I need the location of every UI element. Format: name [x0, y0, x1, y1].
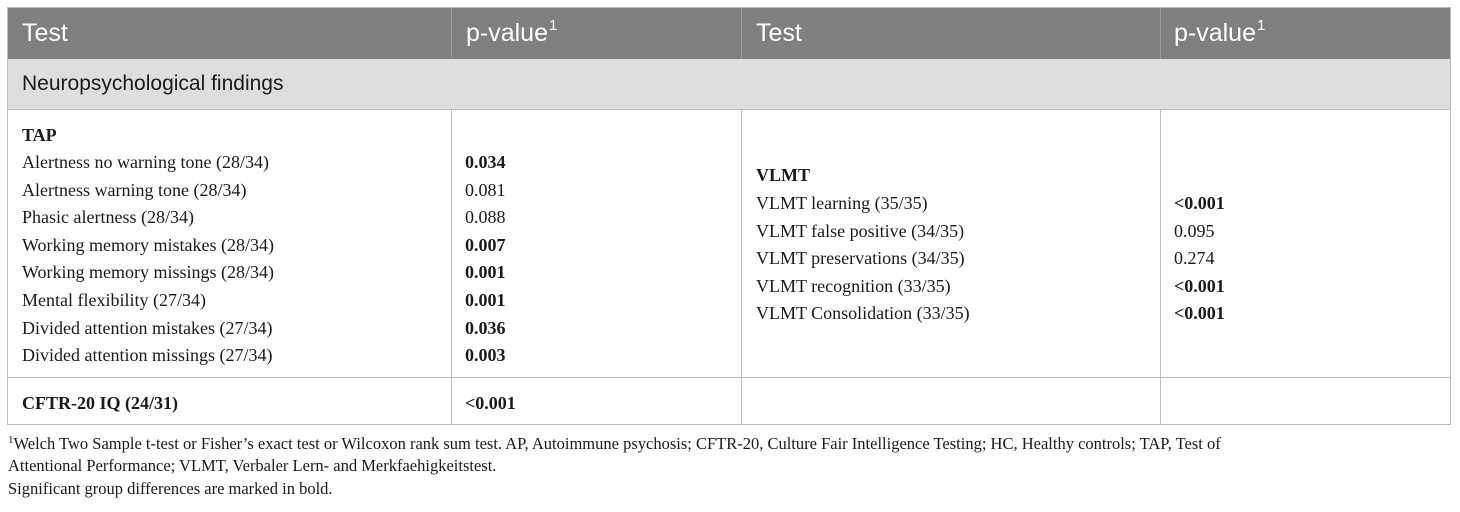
table-row-test: Working memory missings (28/34) — [22, 262, 275, 282]
table-row-test: Working memory mistakes (28/34) — [22, 235, 275, 255]
header-pvalue-2: p-value$^1$ — [1174, 17, 1266, 47]
header-pvalue-1: p-value$^1$ — [466, 17, 558, 47]
table-row-pvalue: 0.274 — [1174, 248, 1215, 268]
table-row-test: Phasic alertness (28/34) — [22, 207, 194, 227]
divider — [8, 109, 1450, 110]
table-row-pvalue: 0.001 — [465, 290, 506, 310]
table-row-test: VLMT Consolidation (33/35) — [756, 303, 970, 323]
section-row — [8, 59, 1450, 109]
vlmt-title: VLMT — [756, 165, 810, 185]
table-row-test: VLMT recognition (33/35) — [756, 276, 951, 296]
table-row-pvalue: 0.001 — [465, 262, 506, 282]
divider — [1160, 8, 1161, 59]
section-title: Neuropsychological findings — [22, 72, 284, 95]
table-row-pvalue: 0.081 — [465, 180, 506, 200]
table-row-pvalue: <0.001 — [1174, 276, 1225, 296]
header-test-2: Test — [756, 19, 802, 47]
cftr-pvalue: <0.001 — [465, 393, 516, 413]
table-row-test: Divided attention mistakes (27/34) — [22, 318, 273, 338]
table-row-test: Alertness warning tone (28/34) — [22, 180, 247, 200]
table-row-pvalue: 0.007 — [465, 235, 506, 255]
table-row-pvalue: 0.034 — [465, 152, 506, 172]
table-row-pvalue: 0.088 — [465, 207, 506, 227]
table-row-test: Alertness no warning tone (28/34) — [22, 152, 269, 172]
table-header — [8, 8, 1450, 59]
table-row-pvalue: 0.095 — [1174, 221, 1215, 241]
divider — [451, 8, 452, 59]
footnote-2: Significant group differences are marked in bold. — [8, 479, 333, 498]
table-row-pvalue: <0.001 — [1174, 193, 1225, 213]
table-row-test: Mental flexibility (27/34) — [22, 290, 206, 310]
footnote-1: $^1$Welch Two Sample t-test or Fisher’s exact test or Wilcoxon rank sum test. AP, Autoimmune psychosis; CFTR-20, Culture Fair Intelligence Testing; HC, Healthy controls; TAP, Test of — [8, 434, 1221, 453]
header-test-1: Test — [22, 19, 68, 47]
table-row-pvalue: <0.001 — [1174, 303, 1225, 323]
table-row-pvalue: 0.003 — [465, 345, 506, 365]
tap-title: TAP — [22, 125, 57, 145]
divider — [8, 377, 1450, 378]
footnote-1-cont: Attentional Performance; VLMT, Verbaler Lern- and Merkfaehigkeitstest. — [8, 456, 497, 475]
results-table — [7, 7, 1451, 425]
divider — [741, 8, 742, 59]
cftr-test: CFTR-20 IQ (24/31) — [22, 393, 178, 413]
table-row-test: VLMT false positive (34/35) — [756, 221, 965, 241]
table-row-pvalue: 0.036 — [465, 318, 506, 338]
table-row-test: VLMT preservations (34/35) — [756, 248, 965, 268]
table-row-test: Divided attention missings (27/34) — [22, 345, 273, 365]
table-row-test: VLMT learning (35/35) — [756, 193, 928, 213]
